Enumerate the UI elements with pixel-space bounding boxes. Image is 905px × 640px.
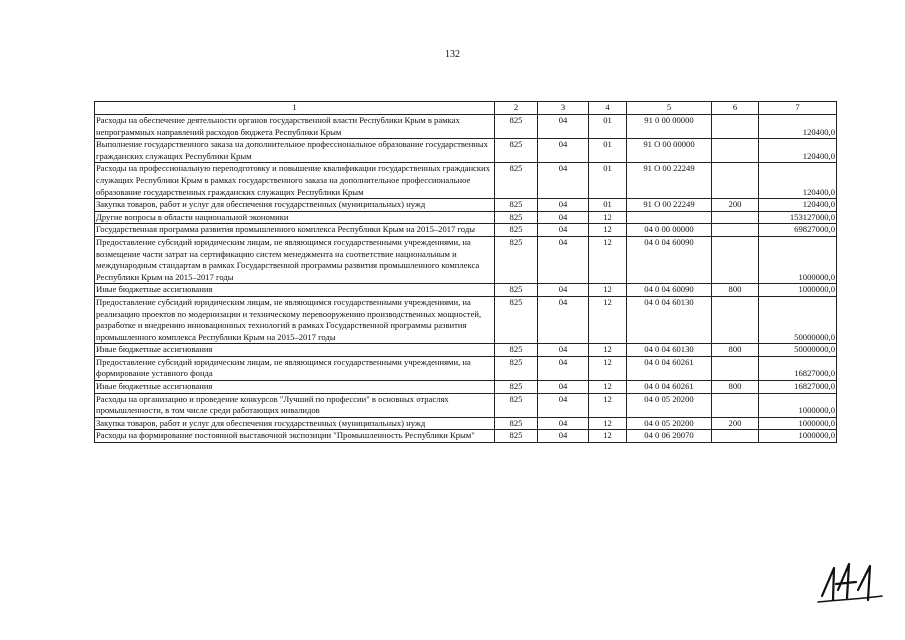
- cell-expense-type: 200: [712, 417, 759, 430]
- cell-desc: Предоставление субсидий юридическим лицам, не являющимся государственными учреждениями, на реализацию проектов по модернизации и техническому перевооружению производственных мощностей, разработке и внедрению инновационных технологий в рамках Государственной программы развития промышленного комплекса Республики Крым на 2015–2017 годы: [95, 296, 495, 343]
- cell-amount: 153127000,0: [759, 211, 837, 224]
- cell-target-article: 04 0 04 60130: [627, 296, 712, 343]
- cell-desc: Закупка товаров, работ и услуг для обеспечения государственных (муниципальных) нужд: [95, 199, 495, 212]
- cell-amount: 1000000,0: [759, 393, 837, 417]
- cell-desc: Иные бюджетные ассигнования: [95, 344, 495, 357]
- table-row: [95, 224, 837, 237]
- cell-expense-type: [712, 115, 759, 139]
- cell-section: 04: [538, 417, 589, 430]
- cell-expense-type: [712, 393, 759, 417]
- cell-target-article: [627, 211, 712, 224]
- cell-section: 04: [538, 236, 589, 283]
- cell-expense-type: 800: [712, 381, 759, 394]
- budget-table: [94, 101, 837, 443]
- cell-target-article: 04 0 04 60130: [627, 344, 712, 357]
- cell-amount: 16827000,0: [759, 356, 837, 380]
- cell-subsection: 12: [589, 211, 627, 224]
- cell-target-article: 91 О 00 22249: [627, 163, 712, 199]
- cell-amount: 1000000,0: [759, 236, 837, 283]
- table-row: [95, 381, 837, 394]
- table-body: [95, 115, 837, 443]
- table-row: [95, 163, 837, 199]
- cell-admin-code: 825: [495, 199, 538, 212]
- cell-admin-code: 825: [495, 356, 538, 380]
- cell-expense-type: 800: [712, 284, 759, 297]
- cell-subsection: 12: [589, 224, 627, 237]
- table-header-row: [95, 102, 837, 115]
- cell-expense-type: 800: [712, 344, 759, 357]
- cell-target-article: 91 О 00 22249: [627, 199, 712, 212]
- cell-admin-code: 825: [495, 284, 538, 297]
- cell-desc: Выполнение государственного заказа на дополнительное профессиональное образование государственных гражданских служащих Республики Крым: [95, 139, 495, 163]
- cell-section: 04: [538, 199, 589, 212]
- table-row: [95, 296, 837, 343]
- cell-amount: 50000000,0: [759, 296, 837, 343]
- table-row: [95, 344, 837, 357]
- cell-amount: 69827000,0: [759, 224, 837, 237]
- cell-target-article: 04 0 04 60090: [627, 284, 712, 297]
- cell-subsection: 12: [589, 356, 627, 380]
- cell-admin-code: 825: [495, 393, 538, 417]
- header-col-4: 4: [589, 102, 627, 115]
- cell-desc: Иные бюджетные ассигнования: [95, 381, 495, 394]
- handwritten-signature: [816, 560, 886, 606]
- table-row: [95, 199, 837, 212]
- cell-desc: Иные бюджетные ассигнования: [95, 284, 495, 297]
- table-row: [95, 393, 837, 417]
- cell-desc: Государственная программа развития промышленного комплекса Республики Крым на 2015–2017 годы: [95, 224, 495, 237]
- header-col-7: 7: [759, 102, 837, 115]
- cell-target-article: 04 0 05 20200: [627, 417, 712, 430]
- cell-amount: 120400,0: [759, 139, 837, 163]
- cell-desc: Предоставление субсидий юридическим лицам, не являющимся государственными учреждениями, на возмещение части затрат на сертификацию систем менеджмента на соответствие национальным и международным стандартам в рамках Государственной программы развития промышленного комплекса Республики Крым на 2015–2017 годы: [95, 236, 495, 283]
- header-col-3: 3: [538, 102, 589, 115]
- cell-expense-type: [712, 211, 759, 224]
- cell-subsection: 12: [589, 236, 627, 283]
- cell-expense-type: [712, 236, 759, 283]
- cell-amount: 16827000,0: [759, 381, 837, 394]
- header-col-1: 1: [95, 102, 495, 115]
- cell-target-article: 04 0 00 00000: [627, 224, 712, 237]
- cell-target-article: 04 0 04 60261: [627, 356, 712, 380]
- cell-section: 04: [538, 211, 589, 224]
- table-row: [95, 115, 837, 139]
- table-row: [95, 417, 837, 430]
- cell-desc: Расходы на профессиональную переподготовку и повышение квалификации государственных гражданских служащих Республики Крым в рамках государственного заказа на дополнительное профессиональное образование государственных гражданских служащих Республики Крым: [95, 163, 495, 199]
- cell-target-article: 04 0 04 60090: [627, 236, 712, 283]
- cell-amount: 1000000,0: [759, 417, 837, 430]
- cell-admin-code: 825: [495, 236, 538, 283]
- cell-subsection: 12: [589, 284, 627, 297]
- cell-subsection: 12: [589, 393, 627, 417]
- cell-subsection: 12: [589, 344, 627, 357]
- cell-amount: 50000000,0: [759, 344, 837, 357]
- table-row: [95, 356, 837, 380]
- table-row: [95, 284, 837, 297]
- header-col-2: 2: [495, 102, 538, 115]
- cell-admin-code: 825: [495, 139, 538, 163]
- cell-target-article: 91 0 00 00000: [627, 115, 712, 139]
- cell-desc: Закупка товаров, работ и услуг для обеспечения государственных (муниципальных) нужд: [95, 417, 495, 430]
- cell-section: 04: [538, 393, 589, 417]
- cell-admin-code: 825: [495, 115, 538, 139]
- cell-subsection: 12: [589, 296, 627, 343]
- cell-section: 04: [538, 381, 589, 394]
- cell-section: 04: [538, 296, 589, 343]
- cell-section: 04: [538, 284, 589, 297]
- cell-admin-code: 825: [495, 381, 538, 394]
- cell-amount: 120400,0: [759, 199, 837, 212]
- cell-expense-type: [712, 430, 759, 443]
- table-row: [95, 430, 837, 443]
- table-row: [95, 236, 837, 283]
- cell-amount: 1000000,0: [759, 284, 837, 297]
- cell-subsection: 01: [589, 115, 627, 139]
- cell-amount: 120400,0: [759, 115, 837, 139]
- cell-expense-type: [712, 163, 759, 199]
- cell-admin-code: 825: [495, 163, 538, 199]
- cell-expense-type: [712, 356, 759, 380]
- cell-section: 04: [538, 139, 589, 163]
- table-row: [95, 139, 837, 163]
- cell-subsection: 12: [589, 381, 627, 394]
- cell-desc: Предоставление субсидий юридическим лицам, не являющимся государственными учреждениями, на формирование уставного фонда: [95, 356, 495, 380]
- cell-expense-type: [712, 139, 759, 163]
- cell-amount: 120400,0: [759, 163, 837, 199]
- cell-section: 04: [538, 163, 589, 199]
- cell-admin-code: 825: [495, 296, 538, 343]
- page-number: 132: [445, 49, 460, 60]
- cell-target-article: 04 0 05 20200: [627, 393, 712, 417]
- cell-subsection: 01: [589, 163, 627, 199]
- cell-section: 04: [538, 430, 589, 443]
- table-row: [95, 211, 837, 224]
- cell-admin-code: 825: [495, 224, 538, 237]
- cell-expense-type: [712, 224, 759, 237]
- cell-target-article: 04 0 06 20070: [627, 430, 712, 443]
- cell-admin-code: 825: [495, 430, 538, 443]
- header-col-6: 6: [712, 102, 759, 115]
- cell-admin-code: 825: [495, 211, 538, 224]
- cell-desc: Расходы на организацию и проведение конкурсов "Лучший по профессии" в основных отраслях промышленности, в том числе среди работающих инвалидов: [95, 393, 495, 417]
- cell-target-article: 91 О 00 00000: [627, 139, 712, 163]
- cell-expense-type: 200: [712, 199, 759, 212]
- cell-subsection: 12: [589, 417, 627, 430]
- header-col-5: 5: [627, 102, 712, 115]
- cell-section: 04: [538, 224, 589, 237]
- cell-expense-type: [712, 296, 759, 343]
- cell-desc: Другие вопросы в области национальной экономики: [95, 211, 495, 224]
- cell-subsection: 01: [589, 199, 627, 212]
- cell-amount: 1000000,0: [759, 430, 837, 443]
- cell-admin-code: 825: [495, 344, 538, 357]
- cell-section: 04: [538, 115, 589, 139]
- cell-target-article: 04 0 04 60261: [627, 381, 712, 394]
- cell-subsection: 01: [589, 139, 627, 163]
- cell-desc: Расходы на обеспечение деятельности органов государственной власти Республики Крым в рамках непрограммных направлений расходов бюджета Республики Крым: [95, 115, 495, 139]
- cell-section: 04: [538, 344, 589, 357]
- cell-subsection: 12: [589, 430, 627, 443]
- cell-section: 04: [538, 356, 589, 380]
- cell-admin-code: 825: [495, 417, 538, 430]
- cell-desc: Расходы на формирование постоянной выставочной экспозиции "Промышленность Республики Крым": [95, 430, 495, 443]
